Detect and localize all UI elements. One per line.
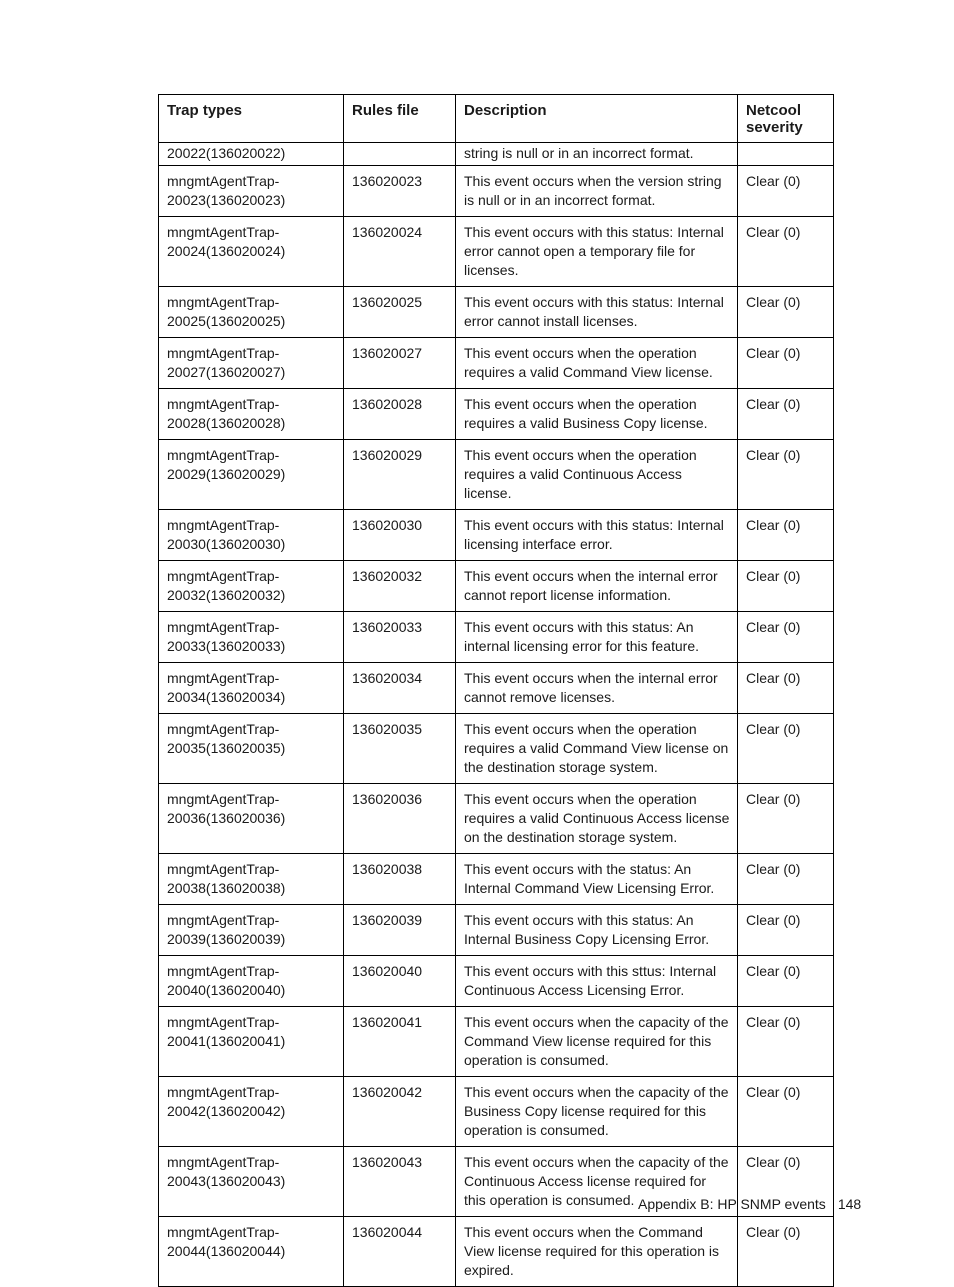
table-row (159, 166, 834, 217)
description-cell: This event occurs with this status: Internal licensing interface error. (456, 510, 738, 561)
severity-cell: Clear (0) (738, 287, 834, 338)
rules-file-cell: 136020043 (344, 1147, 456, 1217)
table-header-row (159, 95, 834, 143)
rules-file-cell: 136020028 (344, 389, 456, 440)
trap-type-cell: mngmtAgentTrap- 20036(136020036) (159, 784, 344, 854)
description-cell: This event occurs with this status: An internal licensing error for this feature. (456, 612, 738, 663)
description-cell: This event occurs when the operation requires a valid Business Copy license. (456, 389, 738, 440)
rules-file-cell: 136020035 (344, 714, 456, 784)
trap-type-cell: mngmtAgentTrap- 20033(136020033) (159, 612, 344, 663)
description-cell: This event occurs when the operation requires a valid Continuous Access license. (456, 440, 738, 510)
description-cell: This event occurs when the capacity of the Business Copy license required for this operation is consumed. (456, 1077, 738, 1147)
rules-file-cell: 136020039 (344, 905, 456, 956)
severity-cell: Clear (0) (738, 714, 834, 784)
severity-cell (738, 143, 834, 166)
description-cell: This event occurs when the internal error cannot report license information. (456, 561, 738, 612)
severity-cell: Clear (0) (738, 389, 834, 440)
table-row (159, 854, 834, 905)
header-trap-types: Trap types (159, 95, 344, 143)
description-cell: This event occurs when the operation requires a valid Command View license. (456, 338, 738, 389)
severity-cell: Clear (0) (738, 1007, 834, 1077)
trap-type-cell: mngmtAgentTrap- 20042(136020042) (159, 1077, 344, 1147)
severity-cell: Clear (0) (738, 905, 834, 956)
severity-cell: Clear (0) (738, 612, 834, 663)
page-number: 148 (837, 1196, 862, 1212)
rules-file-cell: 136020041 (344, 1007, 456, 1077)
table-row (159, 663, 834, 714)
trap-type-cell: mngmtAgentTrap- 20029(136020029) (159, 440, 344, 510)
trap-type-cell: mngmtAgentTrap- 20032(136020032) (159, 561, 344, 612)
table-row (159, 287, 834, 338)
severity-cell: Clear (0) (738, 217, 834, 287)
description-cell: This event occurs when the version string is null or in an incorrect format. (456, 166, 738, 217)
severity-cell: Clear (0) (738, 338, 834, 389)
rules-file-cell: 136020025 (344, 287, 456, 338)
trap-type-cell: mngmtAgentTrap- 20025(136020025) (159, 287, 344, 338)
description-cell: This event occurs when the operation requires a valid Continuous Access license on the destination storage system. (456, 784, 738, 854)
rules-file-cell: 136020024 (344, 217, 456, 287)
table-row (159, 714, 834, 784)
trap-type-cell: mngmtAgentTrap- 20030(136020030) (159, 510, 344, 561)
trap-type-cell: mngmtAgentTrap- 20038(136020038) (159, 854, 344, 905)
rules-file-cell: 136020042 (344, 1077, 456, 1147)
page-footer (638, 1196, 861, 1212)
rules-file-cell: 136020033 (344, 612, 456, 663)
rules-file-cell: 136020040 (344, 956, 456, 1007)
table-row (159, 217, 834, 287)
severity-cell: Clear (0) (738, 1077, 834, 1147)
trap-type-cell: mngmtAgentTrap- 20041(136020041) (159, 1007, 344, 1077)
description-cell: This event occurs when the capacity of the Command View license required for this operation is consumed. (456, 1007, 738, 1077)
table-row (159, 1217, 834, 1287)
snmp-events-table (158, 94, 834, 1287)
severity-cell: Clear (0) (738, 956, 834, 1007)
trap-type-cell: mngmtAgentTrap- 20023(136020023) (159, 166, 344, 217)
header-rules-file: Rules file (344, 95, 456, 143)
severity-cell: Clear (0) (738, 166, 834, 217)
description-cell: This event occurs when the operation requires a valid Command View license on the destination storage system. (456, 714, 738, 784)
trap-type-cell: mngmtAgentTrap- 20024(136020024) (159, 217, 344, 287)
table-row (159, 143, 834, 166)
rules-file-cell: 136020034 (344, 663, 456, 714)
severity-cell: Clear (0) (738, 440, 834, 510)
rules-file-cell: 136020030 (344, 510, 456, 561)
trap-type-cell: 20022(136020022) (159, 143, 344, 166)
table-row (159, 1007, 834, 1077)
table-row (159, 510, 834, 561)
description-cell: This event occurs when the internal error cannot remove licenses. (456, 663, 738, 714)
table-row (159, 389, 834, 440)
description-cell: This event occurs with this status: An Internal Business Copy Licensing Error. (456, 905, 738, 956)
rules-file-cell: 136020027 (344, 338, 456, 389)
table-row (159, 1077, 834, 1147)
description-cell: This event occurs with the status: An Internal Command View Licensing Error. (456, 854, 738, 905)
table-row (159, 905, 834, 956)
description-cell: This event occurs when the Command View license required for this operation is expired. (456, 1217, 738, 1287)
description-cell: This event occurs with this status: Internal error cannot open a temporary file for licenses. (456, 217, 738, 287)
header-netcool-severity: Netcool severity (738, 95, 834, 143)
trap-type-cell: mngmtAgentTrap- 20040(136020040) (159, 956, 344, 1007)
description-cell: This event occurs with this status: Internal error cannot install licenses. (456, 287, 738, 338)
description-cell: string is null or in an incorrect format. (456, 143, 738, 166)
footer-section-title: Appendix B: HP SNMP events (638, 1196, 826, 1212)
severity-cell: Clear (0) (738, 561, 834, 612)
trap-type-cell: mngmtAgentTrap- 20043(136020043) (159, 1147, 344, 1217)
rules-file-cell: 136020032 (344, 561, 456, 612)
table-row (159, 784, 834, 854)
rules-file-cell: 136020038 (344, 854, 456, 905)
description-cell: This event occurs with this sttus: Internal Continuous Access Licensing Error. (456, 956, 738, 1007)
header-description: Description (456, 95, 738, 143)
severity-cell: Clear (0) (738, 663, 834, 714)
severity-cell: Clear (0) (738, 1217, 834, 1287)
trap-type-cell: mngmtAgentTrap- 20039(136020039) (159, 905, 344, 956)
description-cell: This event occurs when the capacity of the Continuous Access license required for this operation is consumed. (456, 1147, 738, 1217)
severity-cell: Clear (0) (738, 1147, 834, 1217)
rules-file-cell (344, 143, 456, 166)
rules-file-cell: 136020036 (344, 784, 456, 854)
trap-type-cell: mngmtAgentTrap- 20028(136020028) (159, 389, 344, 440)
table-row (159, 956, 834, 1007)
severity-cell: Clear (0) (738, 510, 834, 561)
table-row (159, 612, 834, 663)
severity-cell: Clear (0) (738, 854, 834, 905)
table-row (159, 338, 834, 389)
trap-type-cell: mngmtAgentTrap- 20035(136020035) (159, 714, 344, 784)
trap-type-cell: mngmtAgentTrap- 20034(136020034) (159, 663, 344, 714)
trap-type-cell: mngmtAgentTrap- 20027(136020027) (159, 338, 344, 389)
severity-cell: Clear (0) (738, 784, 834, 854)
table-row (159, 561, 834, 612)
table-row (159, 440, 834, 510)
rules-file-cell: 136020044 (344, 1217, 456, 1287)
rules-file-cell: 136020029 (344, 440, 456, 510)
trap-type-cell: mngmtAgentTrap- 20044(136020044) (159, 1217, 344, 1287)
rules-file-cell: 136020023 (344, 166, 456, 217)
